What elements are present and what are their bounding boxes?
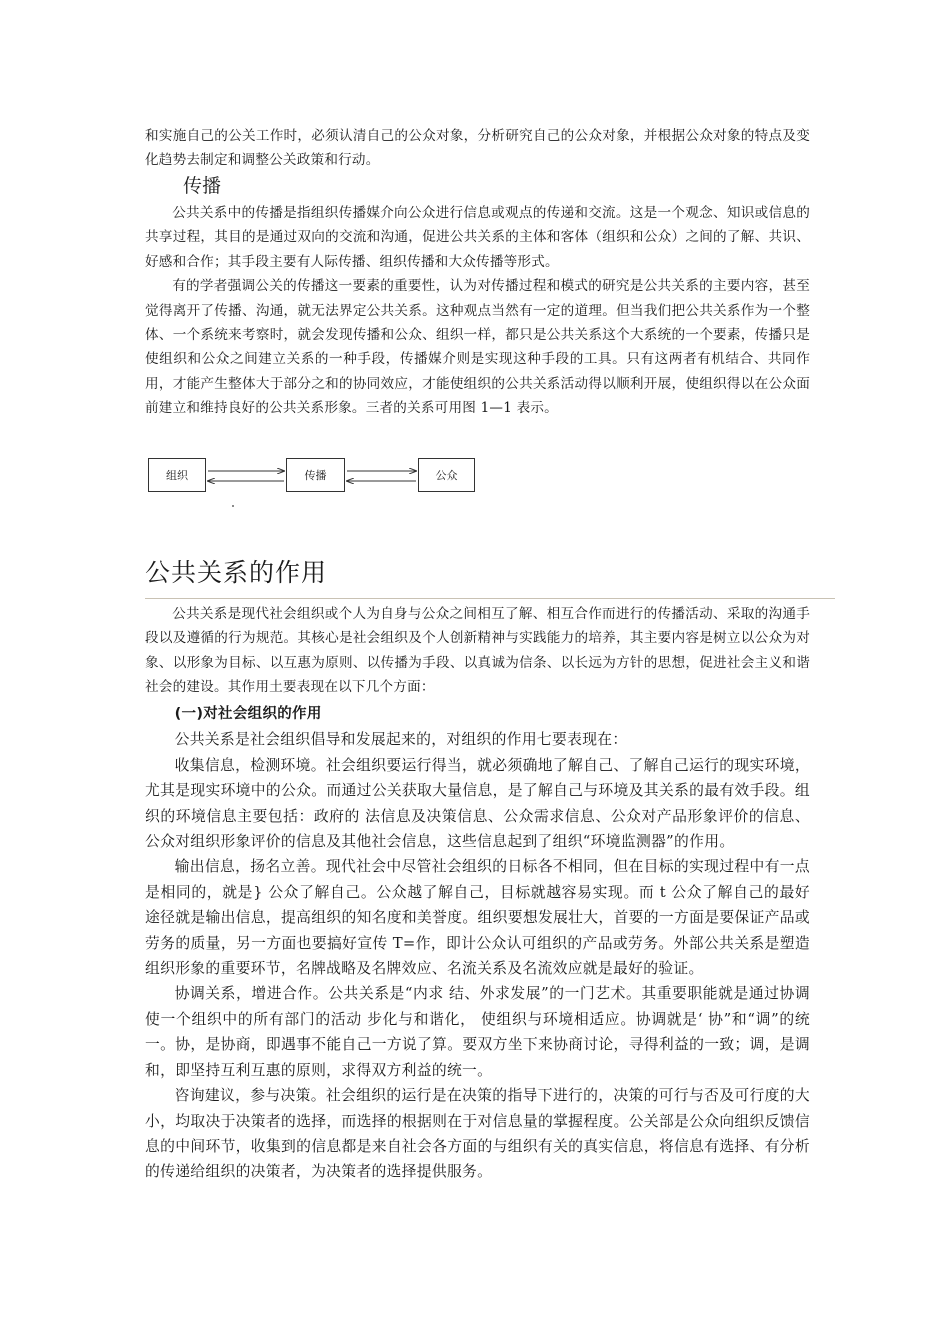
role-section-1 xyxy=(145,701,810,1185)
section1-intro: 公共关系是社会组织倡导和发展起来的，对组织的作用七要表现在： xyxy=(174,731,628,749)
communication-paragraph-2: 有的学者强调公关的传播这一要素的重要性，认为对传播过程和模式的研究是公共关系的主要内容，甚至觉得离开了传播、沟通，就无法界定公共关系。这种观点当然有一定的道理。但当我们把公共关系作为一个整体、一个系统来考察时，就会发现传播和公众、组织一样，都只是公共关系这个大系统的一个要素，传播只是使组织和公众之间建立关系的一种手段，传播媒介则是实现这种手段的工具。只有这两者有机结合、共同作用，才能产生整体大于部分之和的协同效应，才能使组织的公共关系活动得以顺利开展，使组织得以在公众面前建立和维持良好的公共关系形象。三者的关系可用图 1—1 表示。 xyxy=(145,278,810,417)
role-intro-paragraph: 公共关系是现代社会组织或个人为自身与公众之间相互了解、相互合作而进行的传播活动、采取的沟通手段以及遵循的行为规范。其核心是社会组织及个人创新精神与实践能力的培养，其主要内容是树立以公众为对象、以形象为目标、以互惠为原则、以传播为手段、以真诚为信条、以长远为方针的思想，促进社会主义和谐社会的建设。其作用土要表现在以下几个方面： xyxy=(145,606,810,696)
heading-rule xyxy=(145,598,835,599)
section1-title-line xyxy=(145,701,810,727)
role-intro-block xyxy=(145,602,810,700)
paragraph-coordinate: 协调关系，增进合作。公共关系是“内求 结、外求发展”的一门艺术。其重要职能就是通过协调使一个组织中的所有部门的活动 步化与和谐化， 使组织与环境相适应。协调就是‘ 协”和“调”的统一。协，是协商，即遇事不能自己一方说了算。要双方坐下来协商讨论，寻得利益的一致；调，是调和，即坚持互利互惠的原则，求得双方利益的统一。 xyxy=(145,985,810,1079)
diagram-box-public: 公众 xyxy=(418,458,475,492)
top-paragraph-block xyxy=(145,124,810,173)
diagram-box-organization: 组织 xyxy=(148,458,206,492)
top-paragraph: 和实施自己的公关工作时，必须认清自己的公众对象，分析研究自己的公众对象，并根据公众对象的特点及变化趋势去制定和调整公关政策和行动。 xyxy=(145,128,810,169)
diagram-box-communication: 传播 xyxy=(286,458,345,492)
subheading-communication: 传播 xyxy=(183,175,222,197)
paragraph-output-info: 输出信息，扬名立善。现代社会中尽管社会组织的日标各不相同，但在目标的实现过程中有一点是相同的，就是} 公众了解自己。公众越了解自己，目标就越容易实现。而 t 公众了解自己的最好途径就是输出信息，提高组织的知名度和美誉度。组织要想发展壮大，首要的一方面是要保证产品或劳务的质量，另一方面也要搞好宣传 T=作，即计公众认可组织的产品或劳务。外部公共关系是塑造组织形象的重要环节，名牌战略及名牌效应、名流关系及名流效应就是最好的验证。 xyxy=(145,858,810,978)
stray-dot xyxy=(232,505,234,507)
paragraph-collect-info: 收集信息，检测环境。社会组织要运行得当，就必须确地了解自己、了解自己运行的现实环境，尤其是现实环境中的公众。而通过公关获取大量信息，是了解自己与环境及其关系的最有效手段。组织的环境信息主要包括：政府的 法信息及决策信息、公众需求信息、公众对产品形象评价的信息、公众对组织形象评价的信息及其他社会信息，这些信息起到了组织“环境监测器”的作用。 xyxy=(145,756,810,851)
paragraph-consult: 咨询建议，参与决策。社会组织的运行是在决策的指导下进行的，决策的可行与否及可行度的大小，均取决于决策者的选择，而选择的根据则在于对信息量的掌握程度。公关部是公众向组织反馈信息的中间环节，收集到的信息都是来自社会各方面的与组织有关的真实信息，将信息有选择、有分析的传递给组织的决策者，为决策者的选择提供服务。 xyxy=(145,1087,810,1181)
communication-section xyxy=(145,201,810,421)
communication-paragraph-1: 公共关系中的传播是指组织传播媒介向公众进行信息或观点的传递和交流。这是一个观念、知识或信息的共享过程，其目的是通过双向的交流和沟通，促进公共关系的主体和客体（组织和公众）之间的了解、共识、好感和合作；其手段主要有人际传播、组织传播和大众传播等形式。 xyxy=(145,205,810,270)
relationship-diagram xyxy=(146,458,478,500)
section1-title: (一)对社会组织的作用 xyxy=(174,706,322,722)
main-heading: 公共关系的作用 xyxy=(145,558,328,587)
